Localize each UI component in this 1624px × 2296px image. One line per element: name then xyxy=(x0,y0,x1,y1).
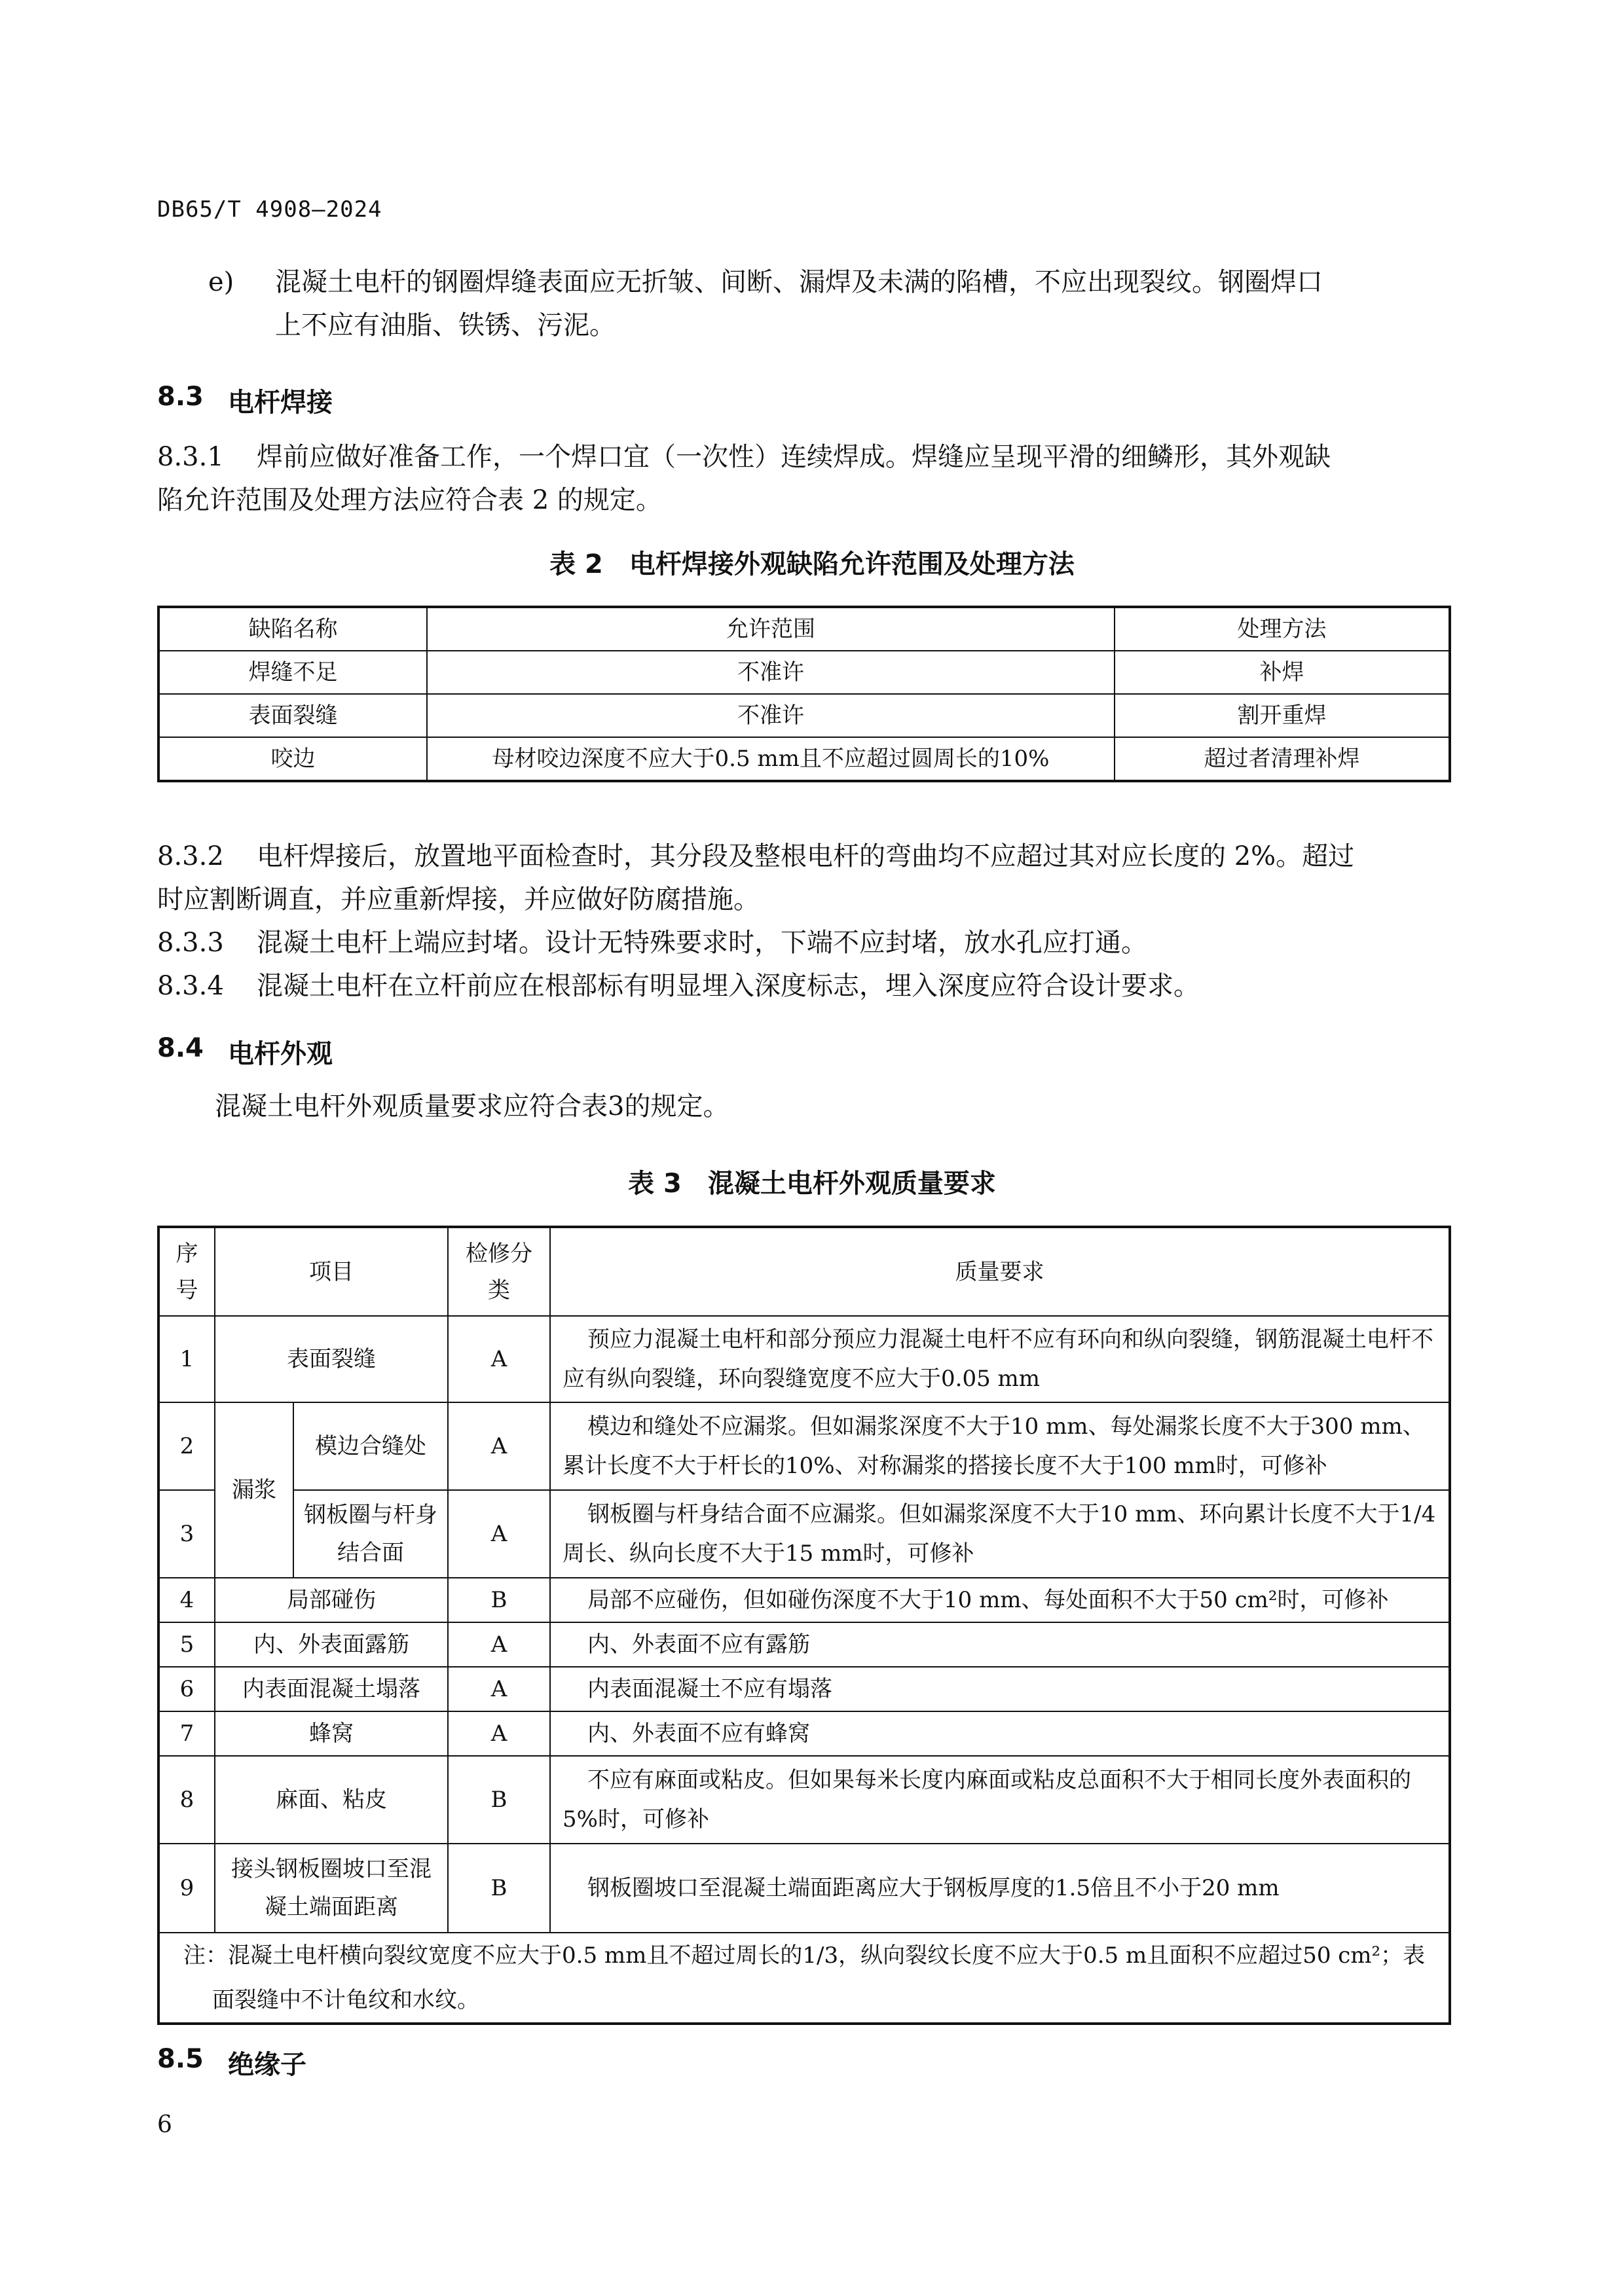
item-e-line2: 上不应有油脂、铁锈、污泥。 xyxy=(275,310,616,340)
table-cell: A xyxy=(448,1711,550,1756)
table-cell: 不准许 xyxy=(427,651,1115,694)
table-cell: 预应力混凝土电杆和部分预应力混凝土电杆不应有环向和纵向裂缝，钢筋混凝土电杆不应有纵向裂缝，环向裂缝宽度不应大于0.05 mm xyxy=(550,1316,1450,1402)
table-row xyxy=(158,1402,1450,1490)
table-cell: 模边合缝处 xyxy=(293,1402,448,1490)
table-header-cell: 序号 xyxy=(158,1227,215,1316)
table-row xyxy=(158,694,1450,737)
table-cell: B xyxy=(448,1578,550,1622)
table-cell: 母材咬边深度不应大于0.5 mm且不应超过圆周长的10% xyxy=(427,737,1115,781)
table-cell: 表面裂缝 xyxy=(158,694,427,737)
table-header-cell: 允许范围 xyxy=(427,607,1115,651)
para-8-3-4-number: 8.3.4 xyxy=(157,971,224,1001)
table-cell: 2 xyxy=(158,1402,215,1490)
table-header-cell: 项目 xyxy=(215,1227,448,1316)
table-cell: 超过者清理补焊 xyxy=(1115,737,1450,781)
table-row xyxy=(158,651,1450,694)
table-cell: 内、外表面不应有蜂窝 xyxy=(550,1711,1450,1756)
para-8-3-4-text: 混凝土电杆在立杆前应在根部标有明显埋入深度标志，埋入深度应符合设计要求。 xyxy=(257,971,1200,1001)
table-cell: 漏浆 xyxy=(215,1402,293,1578)
table-cell: 局部不应碰伤，但如碰伤深度不大于10 mm、每处面积不大于50 cm²时，可修补 xyxy=(550,1578,1450,1622)
table-row xyxy=(158,1711,1450,1756)
table-cell: 模边和缝处不应漏浆。但如漏浆深度不大于10 mm、每处漏浆长度不大于300 mm、累计长度不大于杆长的10%、对称漏浆的搭接长度不大于100 mm时，可修补 xyxy=(550,1402,1450,1490)
para-8-3-1-line2: 陷允许范围及处理方法应符合表 2 的规定。 xyxy=(157,485,662,515)
table-cell: B xyxy=(448,1756,550,1844)
table-cell: B xyxy=(448,1844,550,1933)
table-cell: A xyxy=(448,1490,550,1578)
table-header-cell: 质量要求 xyxy=(550,1227,1450,1316)
table-cell: 3 xyxy=(158,1490,215,1578)
para-8-4: 混凝土电杆外观质量要求应符合表3的规定。 xyxy=(215,1091,729,1121)
table-3 xyxy=(157,1226,1451,2025)
table-cell: 焊缝不足 xyxy=(158,651,427,694)
para-8-3-2-line2: 时应割断调直，并应重新焊接，并应做好防腐措施。 xyxy=(157,884,760,915)
table-2-caption: 表 2 电杆焊接外观缺陷允许范围及处理方法 xyxy=(549,549,1075,579)
table-row xyxy=(158,1756,1450,1844)
section-8-3-number: 8.3 xyxy=(157,382,204,412)
document-code: DB65/T 4908—2024 xyxy=(157,196,382,223)
table-cell: 补焊 xyxy=(1115,651,1450,694)
table-cell: 钢板圈坡口至混凝土端面距离应大于钢板厚度的1.5倍且不小于20 mm xyxy=(550,1844,1450,1933)
table-cell: 接头钢板圈坡口至混凝土端面距离 xyxy=(215,1844,448,1933)
table-note-text: 混凝土电杆横向裂纹宽度不应大于0.5 mm且不超过周长的1/3，纵向裂纹长度不应大于0.5 m且面积不应超过50 cm²；表面裂缝中不计龟纹和水纹。 xyxy=(212,1942,1426,2013)
table-cell: 不准许 xyxy=(427,694,1115,737)
table-cell: 钢板圈与杆身结合面不应漏浆。但如漏浆深度不大于10 mm、环向累计长度不大于1/4周长、纵向长度不大于15 mm时，可修补 xyxy=(550,1490,1450,1578)
table-cell: A xyxy=(448,1402,550,1490)
section-8-5-number: 8.5 xyxy=(157,2044,204,2074)
table-note xyxy=(158,1933,1450,2024)
table-note-row xyxy=(158,1933,1450,2024)
para-8-3-1-line1: 焊前应做好准备工作，一个焊口宜（一次性）连续焊成。焊缝应呈现平滑的细鳞形，其外观缺 xyxy=(257,442,1331,472)
table-cell: 1 xyxy=(158,1316,215,1402)
table-3-caption: 表 3 混凝土电杆外观质量要求 xyxy=(628,1169,996,1199)
table-cell: 8 xyxy=(158,1756,215,1844)
table-2-header-row xyxy=(158,607,1450,651)
section-8-4-number: 8.4 xyxy=(157,1033,204,1063)
table-cell: 咬边 xyxy=(158,737,427,781)
table-row xyxy=(158,1490,1450,1578)
table-3-header-row xyxy=(158,1227,1450,1316)
table-cell: 麻面、粘皮 xyxy=(215,1756,448,1844)
table-row xyxy=(158,1316,1450,1402)
table-cell: 6 xyxy=(158,1667,215,1711)
table-cell: 蜂窝 xyxy=(215,1711,448,1756)
table-row xyxy=(158,1667,1450,1711)
page-number: 6 xyxy=(157,2111,172,2138)
table-cell: A xyxy=(448,1667,550,1711)
table-cell: 内表面混凝土不应有塌落 xyxy=(550,1667,1450,1711)
table-cell: 表面裂缝 xyxy=(215,1316,448,1402)
table-cell: 割开重焊 xyxy=(1115,694,1450,737)
table-cell: 内、外表面不应有露筋 xyxy=(550,1622,1450,1667)
table-header-cell: 处理方法 xyxy=(1115,607,1450,651)
table-note-label: 注： xyxy=(183,1942,228,1969)
para-8-3-2-line1: 电杆焊接后，放置地平面检查时，其分段及整根电杆的弯曲均不应超过其对应长度的 2%。超过 xyxy=(257,841,1355,871)
table-cell: A xyxy=(448,1316,550,1402)
table-cell: 4 xyxy=(158,1578,215,1622)
table-cell: 7 xyxy=(158,1711,215,1756)
para-8-3-3-number: 8.3.3 xyxy=(157,928,224,958)
table-row xyxy=(158,1622,1450,1667)
table-cell: 9 xyxy=(158,1844,215,1933)
table-row xyxy=(158,737,1450,781)
section-8-5-title: 绝缘子 xyxy=(228,2050,306,2080)
para-8-3-1-number: 8.3.1 xyxy=(157,442,224,472)
table-cell: 内表面混凝土塌落 xyxy=(215,1667,448,1711)
table-header-cell: 检修分类 xyxy=(448,1227,550,1316)
item-e-line1: 混凝土电杆的钢圈焊缝表面应无折皱、间断、漏焊及未满的陷槽，不应出现裂纹。钢圈焊口 xyxy=(275,267,1323,297)
table-row xyxy=(158,1844,1450,1933)
table-cell: 内、外表面露筋 xyxy=(215,1622,448,1667)
table-cell: 钢板圈与杆身结合面 xyxy=(293,1490,448,1578)
table-header-cell: 缺陷名称 xyxy=(158,607,427,651)
para-8-3-2-number: 8.3.2 xyxy=(157,841,224,871)
section-8-4-title: 电杆外观 xyxy=(228,1039,333,1069)
table-cell: 5 xyxy=(158,1622,215,1667)
table-cell: 不应有麻面或粘皮。但如果每米长度内麻面或粘皮总面积不大于相同长度外表面积的5%时，可修补 xyxy=(550,1756,1450,1844)
item-e-label: e) xyxy=(208,267,234,297)
table-row xyxy=(158,1578,1450,1622)
para-8-3-3-text: 混凝土电杆上端应封堵。设计无特殊要求时，下端不应封堵，放水孔应打通。 xyxy=(257,928,1147,958)
table-2 xyxy=(157,606,1451,782)
table-cell: A xyxy=(448,1622,550,1667)
table-cell: 局部碰伤 xyxy=(215,1578,448,1622)
section-8-3-title: 电杆焊接 xyxy=(228,388,333,418)
